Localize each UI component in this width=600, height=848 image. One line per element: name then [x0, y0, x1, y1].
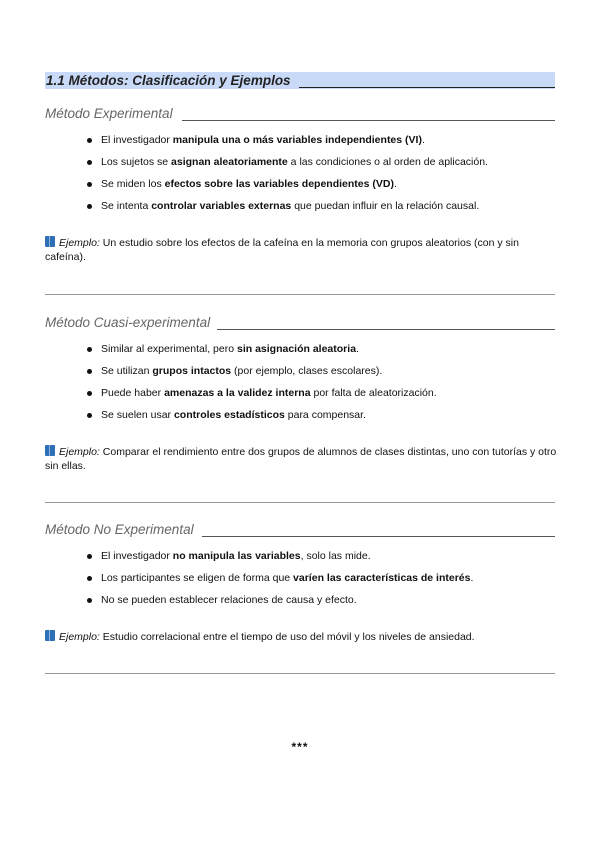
example-label: Ejemplo: — [59, 237, 100, 249]
section-heading — [45, 105, 555, 123]
example-text: Estudio correlacional entre el tiempo de uso del móvil y los niveles de ansiedad. — [99, 631, 475, 643]
list-item: Los sujetos se asignan aleatoriamente a las condiciones o al orden de aplicación. — [45, 156, 555, 169]
section-heading — [45, 314, 555, 332]
example-note — [45, 630, 557, 644]
page-title-text: 1.1 Métodos: Clasificación y Ejemplos — [46, 73, 291, 88]
heading-underline — [217, 329, 555, 330]
section-divider — [45, 502, 555, 503]
section-break-stars: *** — [291, 740, 309, 754]
example-label: Ejemplo: — [59, 446, 100, 458]
book-icon — [45, 236, 55, 247]
section-divider — [45, 294, 555, 295]
example-text: Comparar el rendimiento entre dos grupos de alumnos de clases distintas, uno con tutorías y otro sin ellas. — [45, 446, 557, 472]
list-item: Los participantes se eligen de forma que varíen las características de interés. — [45, 572, 555, 585]
heading-underline — [182, 120, 555, 121]
section-heading-text: Método Cuasi-experimental — [45, 315, 211, 330]
section-no-experimental — [45, 521, 555, 644]
bullet-list — [45, 550, 555, 607]
example-text: Un estudio sobre los efectos de la cafeína en la memoria con grupos aleatorios (con y sin cafeína). — [45, 237, 519, 263]
list-item: No se pueden establecer relaciones de causa y efecto. — [45, 594, 555, 607]
title-underline — [299, 87, 555, 88]
section-heading-text: Método No Experimental — [45, 522, 194, 537]
page-title — [45, 72, 555, 89]
list-item: Se utilizan grupos intactos (por ejemplo, clases escolares). — [45, 365, 555, 378]
section-heading — [45, 521, 555, 539]
book-icon — [45, 630, 55, 641]
bullet-list — [45, 343, 555, 422]
book-icon — [45, 445, 55, 456]
list-item: Se suelen usar controles estadísticos para compensar. — [45, 409, 555, 422]
list-item: Se miden los efectos sobre las variables dependientes (VD). — [45, 178, 555, 191]
list-item: El investigador manipula una o más variables independientes (VI). — [45, 134, 555, 147]
example-note — [45, 236, 557, 264]
list-item: Similar al experimental, pero sin asignación aleatoria. — [45, 343, 555, 356]
section-cuasi-experimental — [45, 314, 555, 473]
list-item: Puede haber amenazas a la validez interna por falta de aleatorización. — [45, 387, 555, 400]
bullet-list — [45, 134, 555, 213]
example-label: Ejemplo: — [59, 631, 100, 643]
section-experimental — [45, 105, 555, 264]
list-item: El investigador no manipula las variables, solo las mide. — [45, 550, 555, 563]
heading-underline — [202, 536, 555, 537]
example-note — [45, 445, 557, 473]
section-divider — [45, 673, 555, 674]
list-item: Se intenta controlar variables externas que puedan influir en la relación causal. — [45, 200, 555, 213]
section-heading-text: Método Experimental — [45, 106, 173, 121]
